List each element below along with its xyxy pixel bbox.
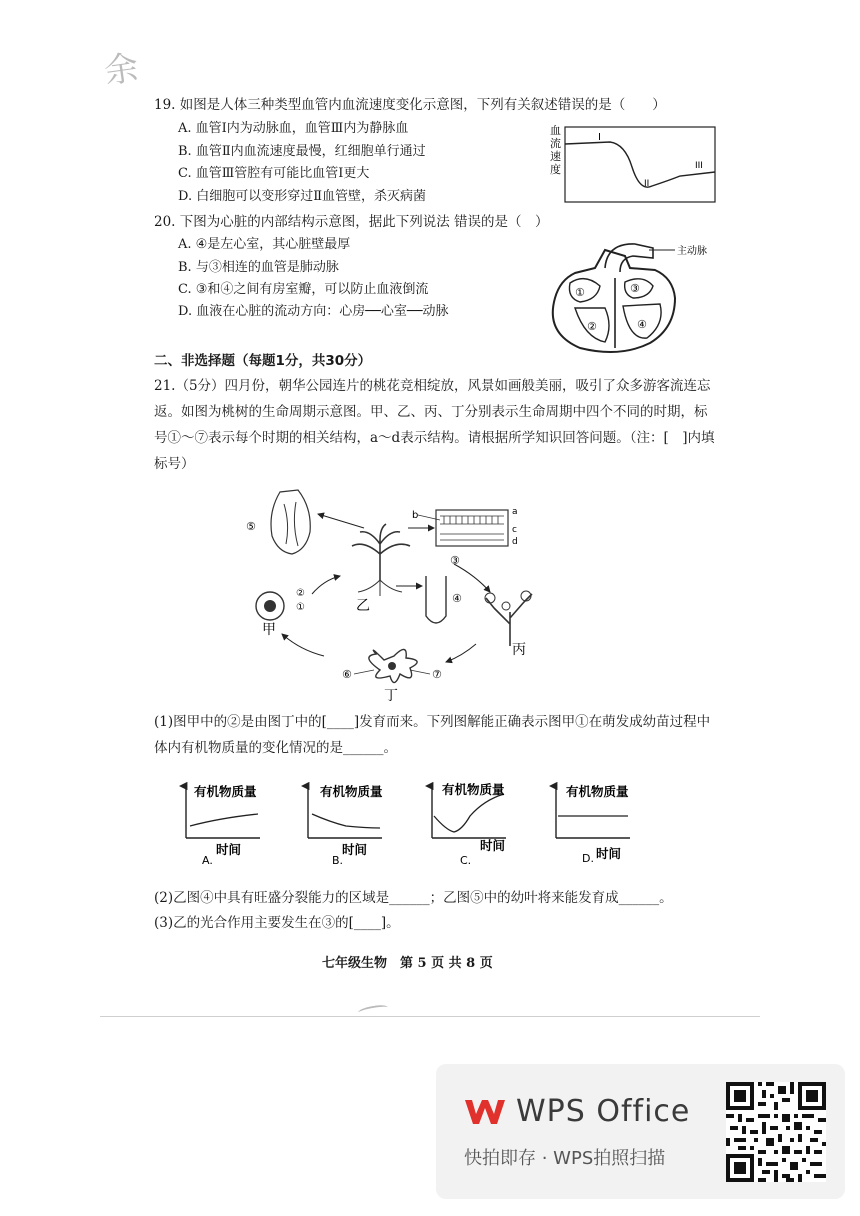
label-stage-ding: 丁: [384, 688, 398, 704]
graph-b-ylabel: 有机物质量: [320, 784, 383, 799]
q20-option-c: C. ③和④之间有房室瓣，可以防止血液倒流: [178, 282, 429, 297]
flow-ylabel-1: 血: [550, 124, 561, 137]
wps-brand-name: WPS Office: [516, 1094, 691, 1129]
q21-sub3: (3)乙的光合作用主要发生在③的[____]。: [154, 915, 400, 931]
graph-c: [432, 782, 506, 867]
graph-a-ylabel: 有机物质量: [194, 784, 257, 799]
graph-c-option: C.: [460, 854, 472, 867]
wps-subtitle: 快拍即存 · WPS拍照扫描: [464, 1148, 666, 1169]
q19-option-c: C. 血管Ⅲ管腔有可能比血管Ⅰ更大: [178, 166, 370, 181]
q19-option-d: D. 白细胞可以变形穿过Ⅱ血管壁，杀灭病菌: [178, 189, 427, 204]
label-n2: ②: [296, 588, 305, 599]
graph-a: [186, 784, 260, 867]
label-n3: ③: [450, 554, 460, 567]
section2-heading: 二、非选择题（每题1分，共30分）: [154, 353, 372, 369]
label-a: a: [512, 507, 518, 517]
scan-smudge: [358, 1003, 389, 1016]
graph-b: [308, 784, 383, 867]
vessel-label-1: I: [598, 132, 601, 143]
q21-sub2: (2)乙图④中具有旺盛分裂能力的区域是______；乙图⑤中的幼叶将来能发育成______。: [154, 890, 673, 906]
q19-option-b: B. 血管Ⅱ内血流速度最慢，红细胞单行通过: [178, 144, 426, 159]
flow-ylabel-2: 流: [550, 137, 561, 150]
heart-chamber-1: ①: [575, 286, 585, 299]
heart-chamber-2: ②: [587, 320, 597, 333]
q21-sub1-line1: (1)图甲中的②是由图丁中的[____]发育而来。下列图解能正确表示图甲①在萌发成幼苗过程中: [154, 714, 711, 730]
page-footer: 七年级生物 第 5 页 共 8 页: [322, 956, 493, 971]
vessel-label-2: II: [644, 179, 650, 189]
wps-logo-icon: [463, 1096, 507, 1128]
heart-chamber-4: ④: [637, 318, 647, 331]
q19-option-a: A. 血管Ⅰ内为动脉血，血管Ⅲ内为静脉血: [178, 121, 409, 136]
q20-option-b: B. 与③相连的血管是肺动脉: [178, 260, 339, 275]
label-n7: ⑦: [432, 668, 442, 681]
label-d: d: [512, 537, 518, 547]
heart-chamber-3: ③: [630, 282, 640, 295]
graph-b-xlabel: 时间: [342, 842, 368, 857]
q20-option-a: A. ④是左心室，其心脏壁最厚: [178, 237, 351, 252]
scan-edge-line: [100, 1016, 760, 1017]
flow-ylabel-3: 速: [550, 150, 561, 163]
handwritten-mark: 余: [101, 47, 142, 93]
q21-sub1-line2: 体内有机物质量的变化情况的是______。: [154, 740, 397, 756]
label-n5: ⑤: [246, 520, 256, 533]
label-n4: ④: [452, 592, 462, 605]
graph-d-option: D.: [582, 852, 594, 865]
q21-intro: 21.（5分）四月份，朝华公园连片的桃花竞相绽放，风景如画般美丽，吸引了众多游客流连忘返。如图为桃树的生命周期示意图。甲、乙、丙、丁分别表示生命周期中四个不同的时期，标号①～⑦表示每个时期的相关结构，a～d表示结构。请根据所学知识回答问题。（注：[ ]内填标号）: [154, 378, 715, 472]
graph-b-option: B.: [332, 854, 344, 867]
graph-d-xlabel: 时间: [596, 846, 622, 861]
graph-c-xlabel: 时间: [480, 838, 506, 853]
qr-code-icon: [726, 1082, 826, 1182]
q20-option-d: D. 血液在心脏的流动方向：心房──心室──动脉: [178, 304, 449, 319]
blood-flow-speed-diagram: [540, 122, 720, 204]
graph-a-option: A.: [202, 854, 213, 867]
label-b: b: [412, 510, 419, 521]
label-n6: ⑥: [342, 668, 352, 681]
label-stage-jia: 甲: [262, 622, 276, 638]
aorta-label: 主动脉: [677, 246, 707, 257]
graph-a-xlabel: 时间: [216, 842, 242, 857]
label-stage-yi: 乙: [356, 598, 370, 614]
q19-stem: 19. 如图是人体三种类型血管内血流速度变化示意图，下列有关叙述错误的是（ ）: [154, 97, 666, 113]
organic-matter-graphs: [170, 778, 670, 870]
vessel-label-3: III: [695, 161, 703, 171]
flow-ylabel-4: 度: [550, 163, 561, 176]
label-c: c: [512, 525, 517, 535]
graph-d-ylabel: 有机物质量: [566, 784, 629, 799]
graph-d: [556, 784, 630, 865]
graph-c-ylabel: 有机物质量: [442, 782, 505, 797]
label-n1: ①: [296, 602, 305, 613]
q20-stem: 20. 下图为心脏的内部结构示意图，据此下列说法 错误的是（ ）: [154, 214, 549, 230]
wps-watermark: [436, 1064, 845, 1199]
peach-life-cycle-diagram: [240, 484, 540, 706]
heart-structure-diagram: [535, 238, 715, 356]
label-stage-bing: 丙: [512, 642, 526, 658]
